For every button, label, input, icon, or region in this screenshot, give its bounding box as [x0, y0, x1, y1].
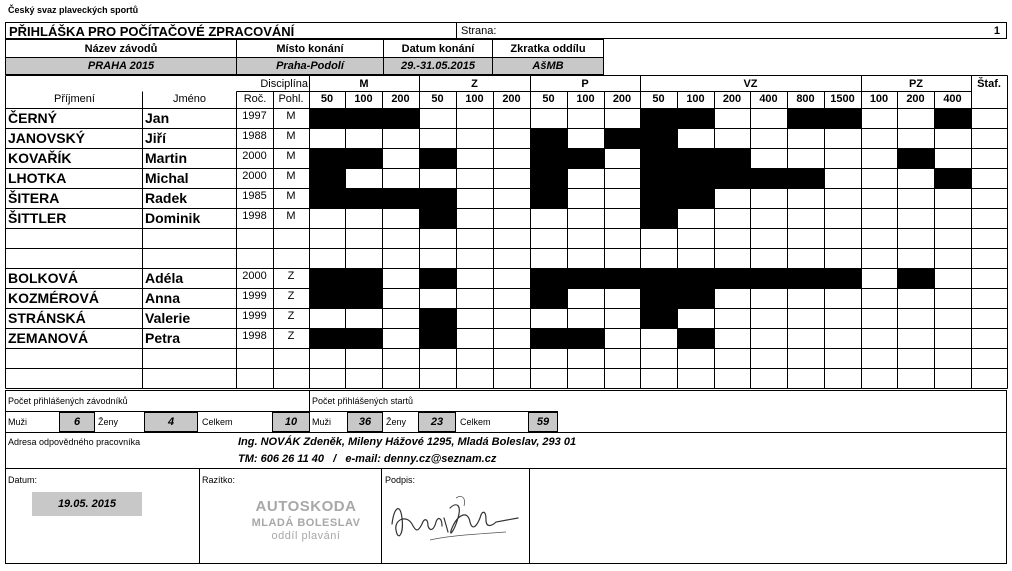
- men-label: Muži: [8, 417, 28, 427]
- swimmer-name[interactable]: Jan: [145, 110, 170, 126]
- swimmer-gender[interactable]: M: [286, 150, 296, 162]
- starts-label: Počet přihlášených startů: [312, 396, 414, 406]
- swimmer-gender[interactable]: M: [286, 210, 296, 222]
- relay-header: Štaf.: [977, 78, 1001, 90]
- starts-total[interactable]: 59: [528, 412, 558, 432]
- swimmer-surname[interactable]: KOVAŘÍK: [8, 150, 72, 166]
- distance-header-p-50: 50: [542, 93, 555, 105]
- venue-header: Místo konání: [236, 39, 384, 58]
- swimmer-year[interactable]: 2000: [242, 150, 267, 162]
- stamp-line-3: oddíl plavání: [271, 530, 341, 542]
- swimmer-surname[interactable]: KOZMÉROVÁ: [8, 290, 99, 306]
- club-value[interactable]: AšMB: [492, 57, 604, 75]
- distance-header-m-100: 100: [354, 93, 373, 105]
- total-label: Celkem: [202, 417, 233, 427]
- date-label: Datum:: [8, 475, 38, 485]
- contact-phone-email[interactable]: TM: 606 26 11 40 / e-mail: denny.cz@seznam.cz: [238, 453, 497, 465]
- swimmer-year[interactable]: 1999: [242, 310, 267, 322]
- stamp-line-2: MLADÁ BOLESLAV: [251, 517, 361, 529]
- club-header: Zkratka oddílu: [492, 39, 604, 58]
- competitors-total[interactable]: 10: [272, 412, 310, 432]
- swimmer-surname[interactable]: ŠITTLER: [8, 210, 67, 226]
- women-label: Ženy: [98, 417, 119, 427]
- org-name: Český svaz plaveckých sportů: [8, 5, 139, 15]
- club-stamp: [232, 498, 380, 548]
- swimmer-gender[interactable]: M: [286, 130, 296, 142]
- swimmer-name[interactable]: Jiří: [145, 130, 167, 146]
- swimmer-year[interactable]: 1988: [242, 130, 267, 142]
- swimmer-name[interactable]: Anna: [145, 290, 180, 306]
- distance-header-vz-800: 800: [796, 93, 815, 105]
- gender-header: Pohl.: [278, 93, 304, 105]
- surname-header: Příjmení: [54, 93, 95, 105]
- swimmer-surname[interactable]: JANOVSKÝ: [8, 130, 86, 146]
- swimmer-gender[interactable]: M: [286, 170, 296, 182]
- competitors-women[interactable]: 4: [144, 412, 198, 432]
- distance-header-z-200: 200: [502, 93, 521, 105]
- swimmer-name[interactable]: Dominik: [145, 210, 201, 226]
- name-header: Jméno: [173, 93, 207, 105]
- distance-header-vz-100: 100: [686, 93, 705, 105]
- footer-divider-3: [529, 468, 530, 564]
- competitors-label: Počet přihlášených závodníků: [8, 396, 128, 406]
- swimmer-year[interactable]: 2000: [242, 270, 267, 282]
- form-title: PŘIHLÁŠKA PRO POČÍTAČOVÉ ZPRACOVÁNÍ: [9, 24, 295, 39]
- distance-header-m-200: 200: [391, 93, 410, 105]
- swimmer-year[interactable]: 1999: [242, 290, 267, 302]
- distance-header-m-50: 50: [320, 93, 334, 105]
- starts-women-label: Ženy: [386, 417, 407, 427]
- signature: [386, 488, 526, 560]
- swimmer-name[interactable]: Michal: [145, 170, 189, 186]
- swimmer-name[interactable]: Petra: [145, 330, 181, 346]
- distance-header-p-100: 100: [576, 93, 595, 105]
- stroke-header-z: Z: [471, 78, 478, 90]
- swimmer-surname[interactable]: ŠITERA: [8, 190, 60, 206]
- page-label: Strana:: [461, 25, 497, 37]
- submission-date[interactable]: 19.05. 2015: [32, 492, 142, 516]
- stamp-label: Razítko:: [202, 475, 236, 485]
- event-value[interactable]: PRAHA 2015: [5, 57, 237, 75]
- stroke-header-p: P: [581, 78, 589, 90]
- page-number: 1: [993, 25, 1000, 37]
- disciplina-label: Disciplína: [260, 78, 308, 90]
- distance-header-pz-200: 200: [906, 93, 925, 105]
- contact-label: Adresa odpovědného pracovníka: [8, 437, 141, 447]
- venue-value[interactable]: Praha-Podolí: [236, 57, 384, 75]
- swimmer-surname[interactable]: ČERNÝ: [8, 110, 58, 126]
- distance-header-vz-400: 400: [759, 93, 778, 105]
- distance-header-pz-400: 400: [943, 93, 962, 105]
- swimmer-surname[interactable]: BOLKOVÁ: [8, 270, 78, 286]
- starts-total-label: Celkem: [460, 417, 491, 427]
- swimmer-gender[interactable]: Z: [287, 330, 295, 342]
- swimmer-name[interactable]: Radek: [145, 190, 188, 206]
- swimmer-year[interactable]: 1998: [242, 330, 267, 342]
- starts-men[interactable]: 36: [347, 412, 383, 432]
- distance-header-z-50: 50: [431, 93, 444, 105]
- distance-header-vz-1500: 1500: [830, 93, 855, 105]
- swimmer-gender[interactable]: M: [286, 110, 296, 122]
- footer-divider-2: [381, 468, 382, 564]
- swimmer-surname[interactable]: STRÁNSKÁ: [8, 310, 86, 326]
- event-header: Název závodů: [5, 39, 237, 58]
- stroke-header-pz: PZ: [908, 78, 924, 90]
- distance-header-vz-200: 200: [722, 93, 742, 105]
- stroke-header-vz: VZ: [743, 78, 758, 90]
- swimmer-surname[interactable]: ZEMANOVÁ: [8, 330, 89, 346]
- distance-header-vz-50: 50: [652, 93, 665, 105]
- distance-header-p-200: 200: [612, 93, 632, 105]
- swimmer-name[interactable]: Valerie: [145, 310, 191, 326]
- distance-header-pz-100: 100: [869, 93, 889, 105]
- competitors-men[interactable]: 6: [59, 412, 95, 432]
- swimmer-year[interactable]: 1985: [242, 190, 267, 202]
- swimmer-surname[interactable]: LHOTKA: [8, 170, 67, 186]
- stroke-header-m: M: [359, 78, 369, 90]
- starts-women[interactable]: 23: [418, 412, 456, 432]
- swimmer-gender[interactable]: M: [286, 190, 296, 202]
- swimmer-year[interactable]: 2000: [242, 170, 267, 182]
- footer-divider-1: [199, 468, 200, 564]
- swimmer-year[interactable]: 1998: [242, 210, 267, 222]
- year-header: Roč.: [243, 93, 267, 105]
- swimmer-name[interactable]: Adéla: [145, 270, 184, 286]
- starts-men-label: Muži: [312, 417, 332, 427]
- contact-address[interactable]: Ing. NOVÁK Zdeněk, Mileny Hážové 1295, Mladá Boleslav, 293 01: [238, 436, 577, 448]
- signature-label: Podpis:: [385, 475, 416, 485]
- date-header: Datum konání: [383, 39, 493, 58]
- distance-header-z-100: 100: [465, 93, 484, 105]
- date-value[interactable]: 29.-31.05.2015: [383, 57, 493, 75]
- swimmer-gender[interactable]: Z: [287, 290, 295, 302]
- swimmer-gender[interactable]: Z: [287, 310, 295, 322]
- swimmer-year[interactable]: 1997: [242, 110, 267, 122]
- summary-bottom-line: [5, 432, 1007, 433]
- stamp-line-1: AUTOSKODA: [255, 498, 357, 515]
- swimmer-gender[interactable]: Z: [287, 270, 295, 282]
- swimmer-name[interactable]: Martin: [145, 150, 187, 166]
